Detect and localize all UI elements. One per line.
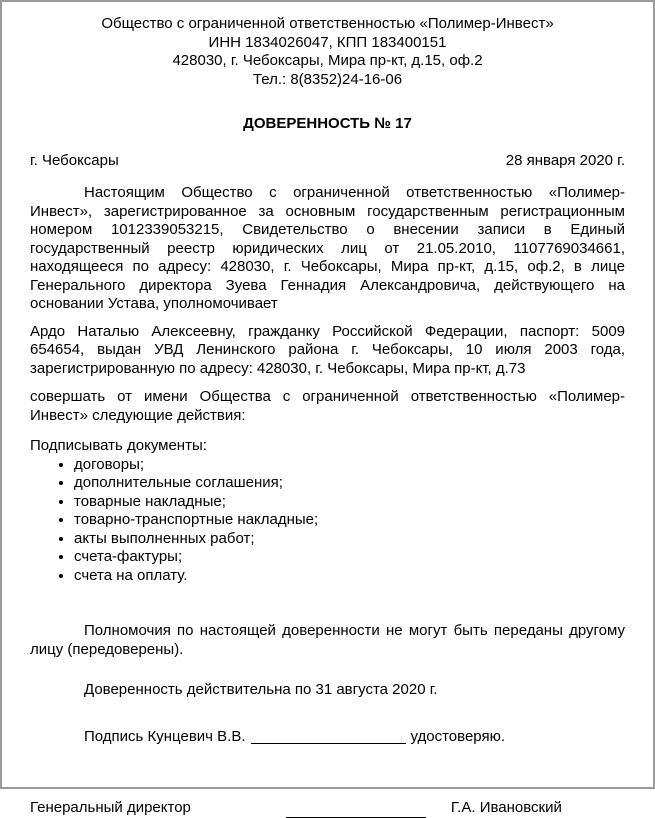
place-label: г. Чебоксары xyxy=(30,151,119,169)
list-item: • дополнительные соглашения; xyxy=(74,474,625,493)
document-title: ДОВЕРЕННОСТЬ № 17 xyxy=(243,115,412,132)
date-label: 28 января 2020 г. xyxy=(505,151,625,169)
no-delegation-paragraph: Полномочия по настоящей доверенности не могут быть переданы другому лицу (передоверены). xyxy=(30,622,625,658)
director-name: Г.А. Ивановский xyxy=(450,799,562,816)
list-item: • договоры; xyxy=(74,456,625,475)
list-item: • счета на оплату. xyxy=(74,567,625,586)
footer-signature-row xyxy=(30,799,625,818)
inn-kpp-line: ИНН 1834026047, КПП 183400151 xyxy=(208,33,447,51)
list-item: • товарно-транспортные накладные; xyxy=(74,511,625,530)
company-phone: Тел.: 8(8352)24-16-06 xyxy=(252,70,403,88)
document-list xyxy=(30,456,625,586)
signature-blank-line xyxy=(251,729,406,744)
director-signature-line xyxy=(286,803,426,818)
validity-paragraph: Доверенность действительна по 31 августа 2020 г. xyxy=(84,681,438,698)
list-item: • товарные накладные; xyxy=(74,493,625,512)
intro-paragraph: Настоящим Общество с ограниченной ответственностью «Полимер-Инвест», зарегистрированное за основным государственным регистрационным номером 1012339053215, Свидетельство о внесении записи в Единый государственный реестр юридических лиц от 21.05.2010, 1107769034661, находящееся по адресу: 428030, г. Чебоксары, Мира пр-кт, д.15, оф.2, в лице Генерального директора Зуева Геннадия Александровича, действующего на основании Устава, уполномочивает xyxy=(30,184,625,312)
actions-paragraph: совершать от имени Общества с ограниченной ответственностью «Полимер-Инвест» следующие действия: xyxy=(30,388,625,424)
document-header xyxy=(30,15,625,89)
place-date-row xyxy=(30,152,625,171)
signature-row xyxy=(30,728,625,747)
company-address: 428030, г. Чебоксары, Мира пр-кт, д.15, оф.2 xyxy=(172,52,483,69)
signature-prefix: Подпись Кунцевич В.В. xyxy=(84,727,246,745)
attorney-paragraph: Ардо Наталью Алексеевну, гражданку Российской Федерации, паспорт: 5009 654654, выдан УВД Ленинского района г. Чебоксары, 10 июля 2003 года, зарегистрированную по адресу: 428030, г. Чебоксары, Мира пр-кт, д.73 xyxy=(30,322,625,377)
list-item: • акты выполненных работ; xyxy=(74,530,625,549)
company-name: Общество с ограниченной ответственностью «Полимер-Инвест» xyxy=(101,15,554,32)
signature-suffix: удостоверяю. xyxy=(410,727,505,745)
list-item: • счета-фактуры; xyxy=(74,548,625,567)
director-position-label: Генеральный директор xyxy=(30,799,191,816)
sign-documents-label: Подписывать документы: xyxy=(30,437,207,454)
